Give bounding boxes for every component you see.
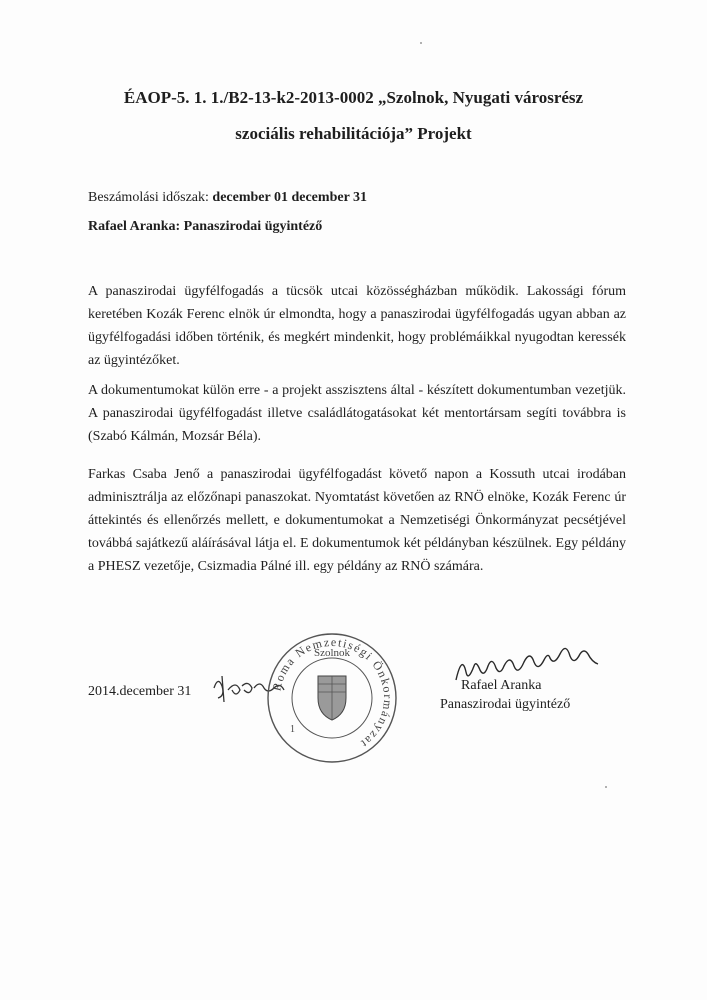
paragraph-1: A panaszirodai ügyfélfogadás a tücsök utcai közösségházban működik. Lakossági fórum keretében Kozák Ferenc elnök úr elmondta, hogy a panaszirodai ügyfélfogadás ugyan abban az ügyfélfogadási időben történik, és megkért mindenkit, hogy problémáikkal nyugodtan keressék az ügyintézőket. bbox=[88, 284, 626, 368]
official-stamp bbox=[262, 628, 402, 768]
signatory-name: Rafael Aranka bbox=[461, 678, 542, 693]
document-date: 2014.december 31 bbox=[88, 684, 192, 699]
scan-speck bbox=[420, 42, 422, 44]
period-value: december 01 december 31 bbox=[212, 190, 368, 205]
author-line: Rafael Aranka: Panaszirodai ügyintéző bbox=[88, 219, 323, 234]
signatory-role: Panaszirodai ügyintéző bbox=[440, 697, 571, 712]
stamp-outer-text: Roma Nemzetiségi Önkormányzat bbox=[269, 634, 396, 752]
period-label: Beszámolási időszak: bbox=[88, 190, 213, 205]
paragraph-3: Farkas Csaba Jenő a panaszirodai ügyfélfogadást követő napon a Kossuth utcai irodában adminisztrálja az előzőnapi panaszokat. Nyomtatást követően az RNÖ elnöke, Kozák Ferenc úr áttekintés és ellenőrzés mellett, e dokumentumokat a Nemzetiségi Önkormányzat pecsétjével továbbá sajátkezű aláírásával látja el. E dokumentumok két példányban készülnek. Egy példány a PHESZ vezetője, Csizmadia Pálné ill. egy példány az RNÖ számára. bbox=[88, 467, 626, 574]
project-title-line-1: ÉAOP-5. 1. 1./B2-13-k2-2013-0002 „Szolnok, Nyugati városrész bbox=[123, 88, 584, 107]
scan-speck bbox=[605, 786, 607, 788]
stamp-number: 1 bbox=[290, 724, 295, 735]
stamp-inner-text: Szolnok bbox=[313, 647, 351, 659]
paragraph-2: A dokumentumokat külön erre - a projekt asszisztens által - készített dokumentumban vezetjük. A panaszirodai ügyfélfogadást illetve családlátogatásokat két mentortársam segíti továbbra is (Szabó Kálmán, Mozsár Béla). bbox=[88, 383, 626, 444]
reporting-period bbox=[88, 190, 367, 206]
project-title-line-2: szociális rehabilitációja” Projekt bbox=[235, 124, 472, 143]
